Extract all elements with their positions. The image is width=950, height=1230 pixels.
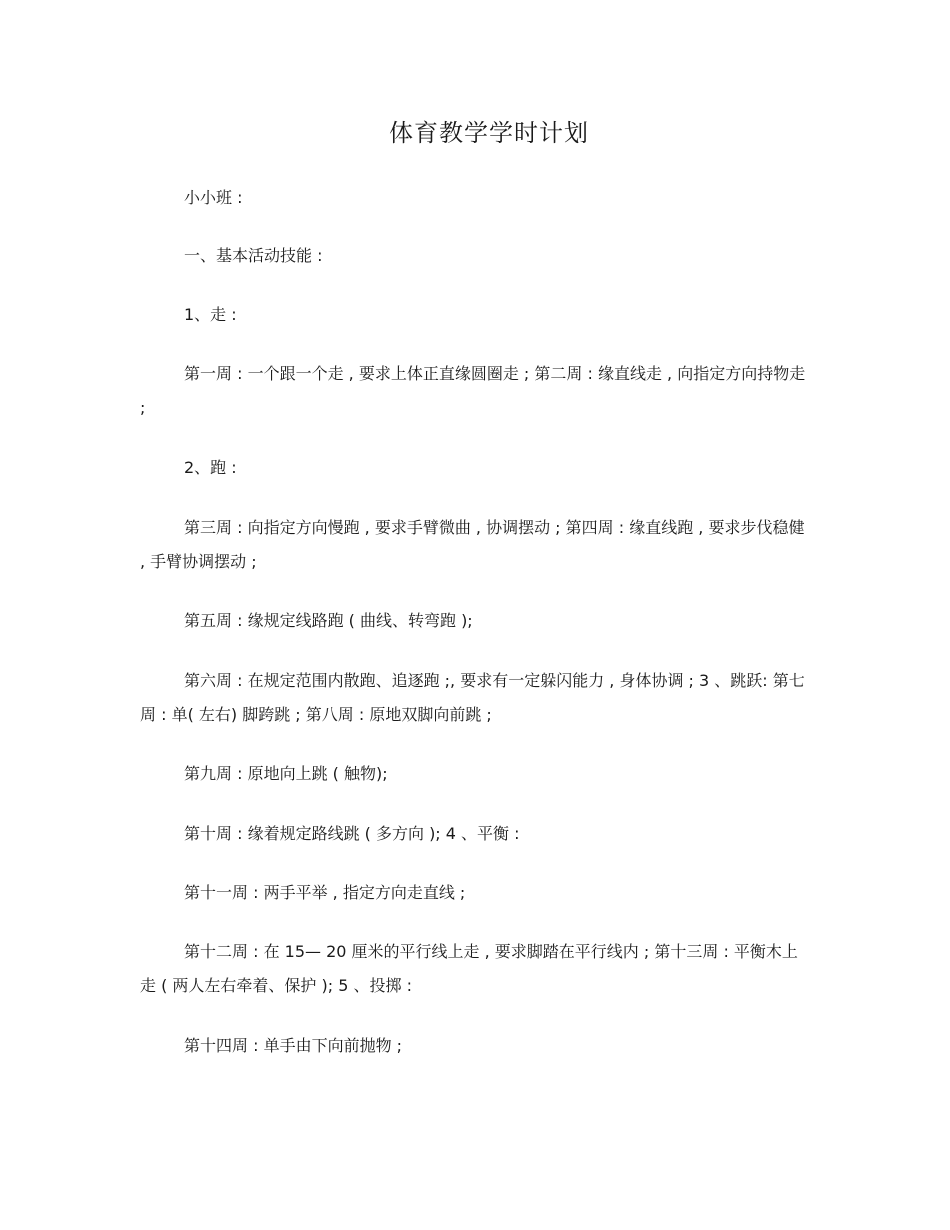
paragraph-walk-heading: 1、走 : xyxy=(184,305,237,324)
paragraph-run-heading: 2、跑 : xyxy=(184,458,237,477)
paragraph-week-9: 第九周 : 原地向上跳 ( 触物); xyxy=(184,764,388,783)
paragraph-class-name: 小小班 : xyxy=(184,188,243,207)
paragraph-section-heading: 一、基本活动技能 : xyxy=(184,246,323,265)
paragraph-week-10: 第十周 : 缘着规定路线跳 ( 多方向 ); 4 、平衡 : xyxy=(184,824,520,843)
paragraph-week-14: 第十四周 : 单手由下向前抛物 ; xyxy=(184,1036,403,1055)
paragraph-week-12-13: 第十二周 : 在 15— 20 厘米的平行线上走 , 要求脚踏在平行线内 ; 第十三周 : 平衡木上走 ( 两人左右牵着、保护 ); 5 、投掷 : xyxy=(140,942,798,995)
paragraph-week-6-8: 第六周 : 在规定范围内散跑、追逐跑 ;, 要求有一定躲闪能力 , 身体协调 ; 3 、跳跃: 第七周 : 单( 左右) 脚跨跳 ; 第八周 : 原地双脚向前跳 ; xyxy=(140,671,805,724)
paragraph-week-11: 第十一周 : 两手平举 , 指定方向走直线 ; xyxy=(184,883,466,902)
paragraph-week-1-2: 第一周 : 一个跟一个走 , 要求上体正直缘圆圈走 ; 第二周 : 缘直线走 , 向指定方向持物走 ; xyxy=(140,364,806,417)
document-title: 体育教学学时计划 xyxy=(389,119,589,147)
paragraph-week-3-4: 第三周 : 向指定方向慢跑 , 要求手臂微曲 , 协调摆动 ; 第四周 : 缘直线跑 , 要求步伐稳健 , 手臂协调摆动 ; xyxy=(140,518,805,571)
paragraph-week-5: 第五周 : 缘规定线路跑 ( 曲线、转弯跑 ); xyxy=(184,611,473,630)
